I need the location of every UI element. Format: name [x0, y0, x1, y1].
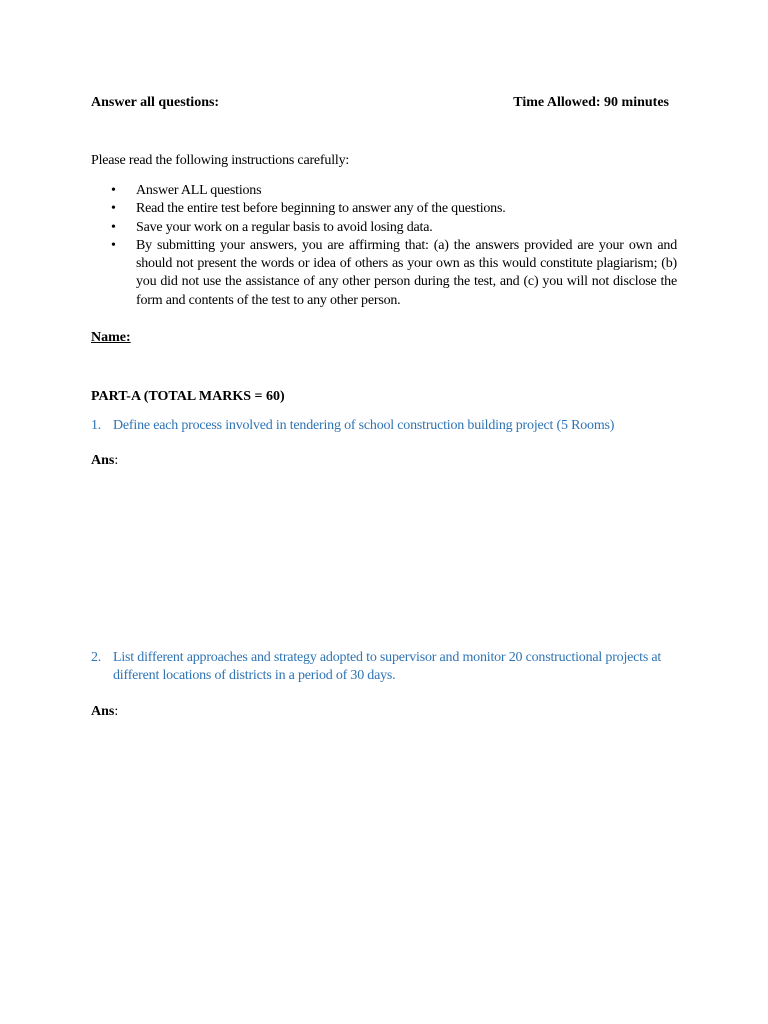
instruction-item: • Save your work on a regular basis to avoid losing data.: [136, 219, 677, 237]
answer-label-text: Ans: [91, 704, 115, 719]
header-row: [91, 94, 669, 112]
question-text: List different approaches and strategy adopted to supervisor and monitor 20 constructional projects at different locations of districts in a period of 30 days.: [113, 650, 662, 683]
answer-label-colon: :: [114, 704, 119, 719]
answer-label-2: [91, 703, 118, 721]
question-number: 1.: [91, 418, 102, 433]
answer-label-1: [91, 452, 118, 470]
question-number: 2.: [91, 650, 102, 665]
time-allowed: Time Allowed: 90 minutes: [513, 95, 669, 110]
question-1: [91, 417, 677, 435]
answer-label-colon: :: [114, 453, 119, 468]
instruction-item: • Answer ALL questions: [136, 182, 677, 200]
answer-label-text: Ans: [91, 453, 115, 468]
name-label: Name:: [91, 330, 131, 345]
instructions-list: [136, 182, 677, 310]
instruction-item: • By submitting your answers, you are affirming that: (a) the answers provided are your own and should not present the words or idea of others as your own as this would constitute plagiarism; (b) you did not use the assistance of any other person during the test, and (c) you will not disclose the form and contents of the test to any other person.: [136, 237, 677, 310]
instruction-heading: Answer all questions:: [91, 95, 220, 110]
instruction-item: • Read the entire test before beginning to answer any of the questions.: [136, 200, 677, 218]
part-a-heading: PART-A (TOTAL MARKS = 60): [91, 389, 285, 404]
instructions-intro: Please read the following instructions carefully:: [91, 153, 350, 168]
question-2: [91, 649, 671, 685]
question-text: Define each process involved in tendering of school construction building project (5 Rooms): [113, 418, 615, 433]
